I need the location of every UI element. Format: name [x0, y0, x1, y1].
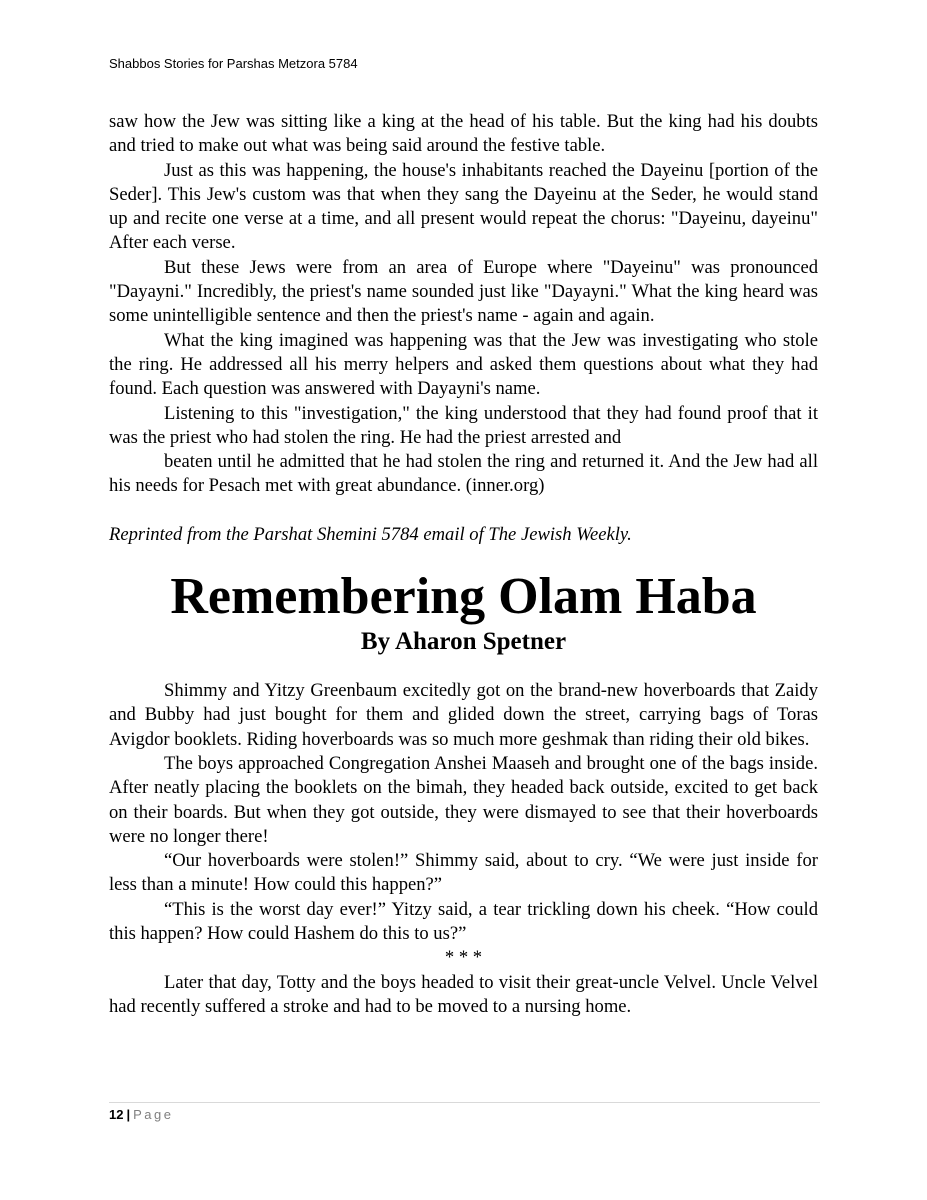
story-paragraph: saw how the Jew was sitting like a king at the head of his table. But the king had his doubts and tried to make out what was being said around the festive table. — [109, 111, 818, 157]
article-paragraph: Shimmy and Yitzy Greenbaum excitedly got on the brand-new hoverboards that Zaidy and Bubby had just bought for them and glided down the street, carrying bags of Toras Avigdor booklets. Riding hoverboards was so much more geshmak than riding their old bikes. — [109, 680, 818, 750]
article-paragraph: The boys approached Congregation Anshei Maaseh and brought one of the bags inside. After neatly placing the booklets on the bimah, they headed back outside, excited to get back on their boards. But when they got outside, they were dismayed to see that their hoverboards were no longer there! — [109, 752, 818, 847]
article-title: Remembering Olam Haba — [170, 568, 757, 626]
running-header: Shabbos Stories for Parshas Metzora 5784 — [109, 56, 358, 71]
footer-rule — [109, 1102, 820, 1103]
article-paragraph: “This is the worst day ever!” Yitzy said, a tear trickling down his cheek. “How could this happen? How could Hashem do this to us?” — [109, 898, 818, 945]
story-paragraph: Just as this was happening, the house's inhabitants reached the Dayeinu [portion of the Seder]. This Jew's custom was that when they sang the Dayeinu at the Seder, he would stand up and recite one verse at a time, and all present would repeat the chorus: "Dayeinu, dayeinu" After each verse. — [109, 159, 818, 254]
reprint-credit: Reprinted from the Parshat Shemini 5784 email of The Jewish Weekly. — [109, 523, 632, 545]
previous-story-ending — [109, 110, 818, 547]
page-label: Page — [133, 1107, 174, 1122]
story-paragraph: What the king imagined was happening was that the Jew was investigating who stole the ring. He addressed all his merry helpers and asked them questions about what they had found. Each question was answered with Dayayni's name. — [109, 329, 818, 400]
article-byline: By Aharon Spetner — [360, 628, 567, 656]
article-paragraph: “Our hoverboards were stolen!” Shimmy said, about to cry. “We were just inside for less than a minute! How could this happen?” — [109, 850, 818, 896]
footer-separator: | — [126, 1107, 131, 1122]
article-body — [109, 679, 818, 1019]
story-paragraph: beaten until he admitted that he had stolen the ring and returned it. And the Jew had all his needs for Pesach met with great abundance. (inner.org) — [109, 451, 818, 497]
section-divider: * * * — [444, 947, 483, 969]
article-paragraph: Later that day, Totty and the boys headed to visit their great-uncle Velvel. Uncle Velvel had recently suffered a stroke and had to be moved to a nursing home. — [109, 971, 818, 1017]
story-paragraph: Listening to this "investigation," the king understood that they had found proof that it was the priest who had stolen the ring. He had the priest arrested and — [109, 402, 818, 448]
story-paragraph: But these Jews were from an area of Europe where "Dayeinu" was pronounced "Dayayni." Incredibly, the priest's name sounded just like "Dayayni." What the king heard was some unintelligible sentence and then the priest's name - again and again. — [109, 256, 818, 327]
page-footer — [109, 1107, 173, 1122]
page-number: 12 — [109, 1107, 124, 1122]
page-content — [109, 110, 818, 1019]
